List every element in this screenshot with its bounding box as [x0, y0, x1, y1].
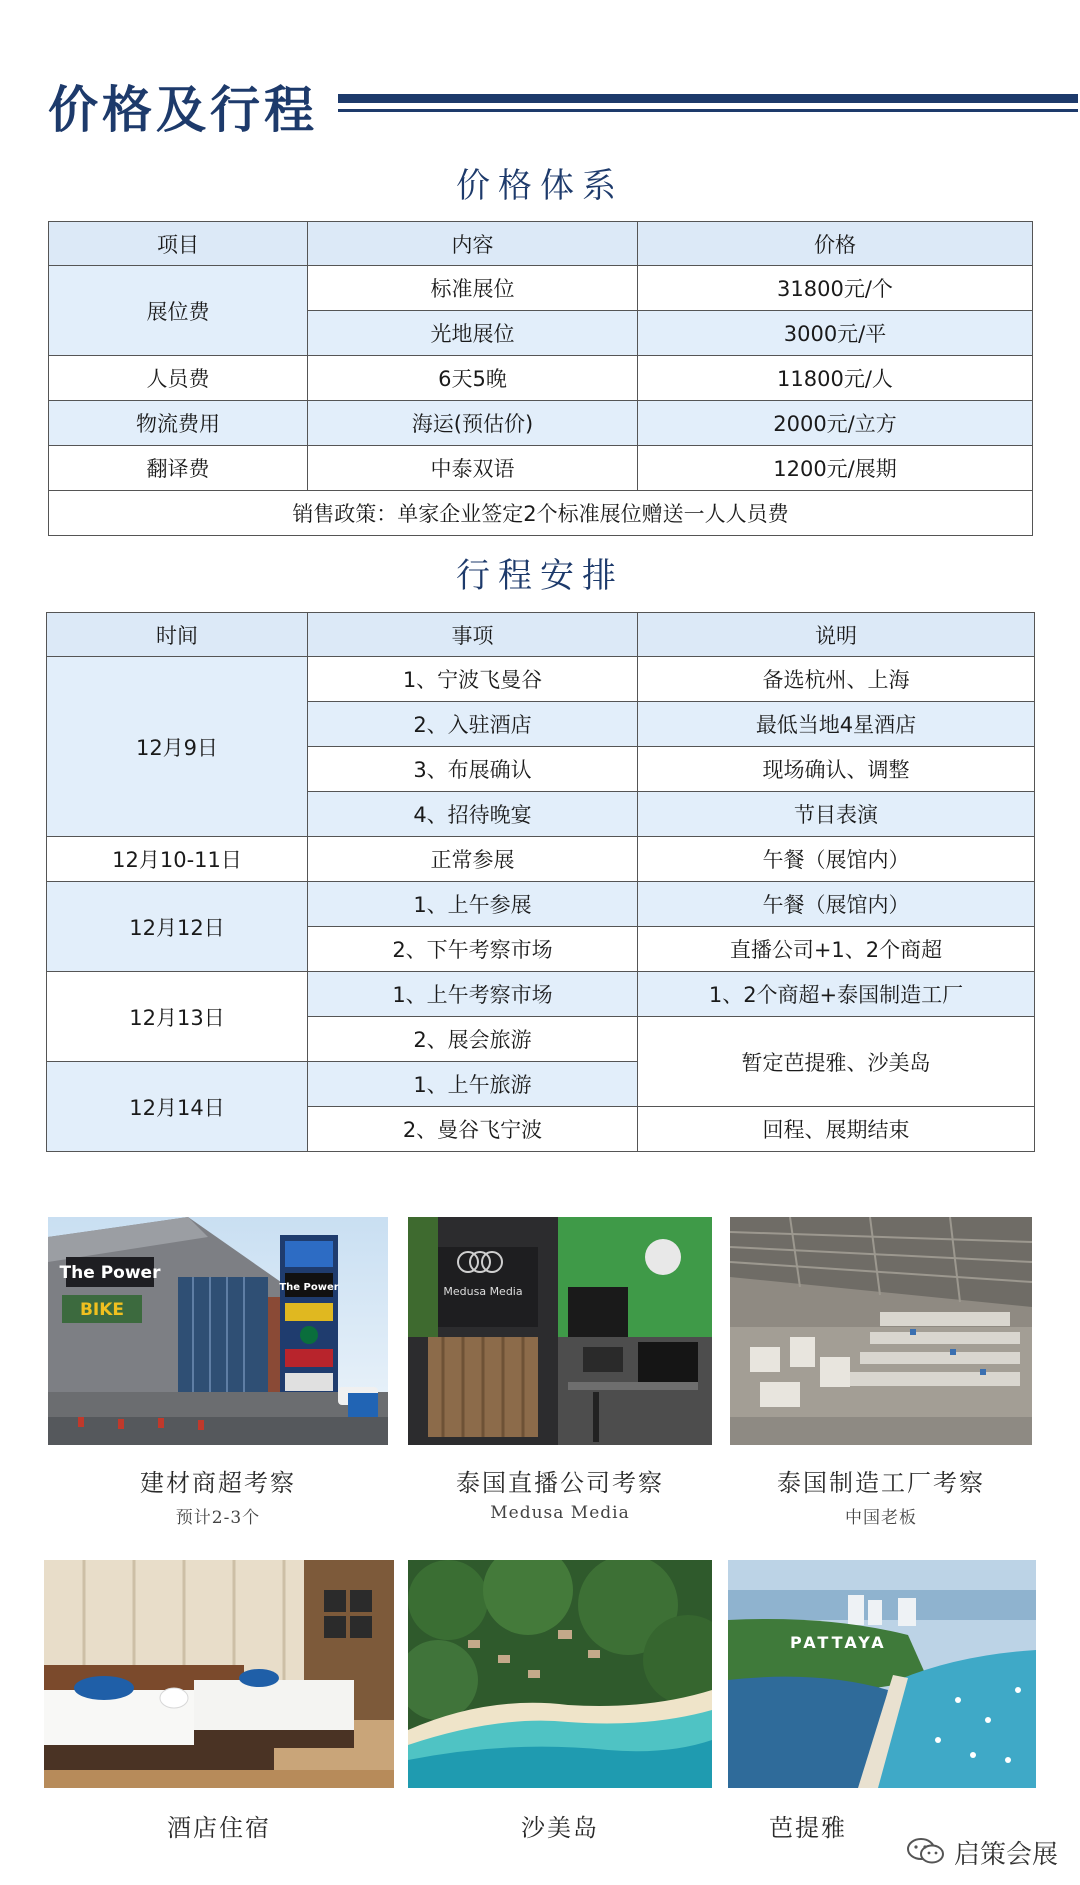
- sign-text: PATTAYA: [790, 1633, 887, 1652]
- caption-pattaya: 芭提雅: [769, 1814, 847, 1842]
- price-item-booth: 展位费: [49, 266, 308, 356]
- schedule-row: [47, 882, 1035, 927]
- schedule-note: 直播公司+1、2个商超: [638, 927, 1035, 972]
- subcaption-building-mall: 预计2-3个: [175, 1508, 261, 1528]
- price-value: 1200元/展期: [638, 446, 1033, 491]
- schedule-task: 2、曼谷飞宁波: [308, 1107, 638, 1152]
- schedule-row: [47, 657, 1035, 702]
- schedule-date: 12月13日: [47, 972, 308, 1062]
- price-row: [49, 401, 1033, 446]
- photo-building-mall: [48, 1217, 388, 1445]
- schedule-row: [47, 972, 1035, 1017]
- schedule-note: 节目表演: [638, 792, 1035, 837]
- price-content: 标准展位: [308, 266, 638, 311]
- schedule-table: [46, 612, 1035, 1152]
- sign-text: The Power: [59, 1263, 161, 1283]
- price-col-content: 内容: [308, 222, 638, 266]
- caption-hotel: 酒店住宿: [167, 1814, 271, 1842]
- schedule-date: 12月10-11日: [47, 837, 308, 882]
- caption-samet: 沙美岛: [521, 1814, 599, 1842]
- schedule-note: 午餐（展馆内）: [638, 882, 1035, 927]
- price-content: 光地展位: [308, 311, 638, 356]
- price-value: 2000元/立方: [638, 401, 1033, 446]
- page-title: 价格及行程: [48, 81, 318, 139]
- price-table: [48, 221, 1033, 536]
- watermark-text: 启策会展: [954, 1840, 1059, 1870]
- price-value: 31800元/个: [638, 266, 1033, 311]
- sign-text: Medusa Media: [443, 1285, 523, 1298]
- subcaption-live-studio: Medusa Media: [490, 1503, 630, 1523]
- schedule-task: 1、宁波飞曼谷: [308, 657, 638, 702]
- price-row: [49, 356, 1033, 401]
- schedule-note: 1、2个商超+泰国制造工厂: [638, 972, 1035, 1017]
- schedule-task: 3、布展确认: [308, 747, 638, 792]
- price-content: 中泰双语: [308, 446, 638, 491]
- price-row: [49, 266, 1033, 311]
- schedule-date: 12月9日: [47, 657, 308, 837]
- photo-hotel-room: [44, 1560, 394, 1788]
- price-value: 11800元/人: [638, 356, 1033, 401]
- price-section-title: 价格体系: [456, 166, 624, 206]
- schedule-task: 2、下午考察市场: [308, 927, 638, 972]
- price-item: 翻译费: [49, 446, 308, 491]
- sign-text: BIKE: [79, 1300, 125, 1320]
- schedule-date: 12月12日: [47, 882, 308, 972]
- schedule-task: 4、招待晚宴: [308, 792, 638, 837]
- schedule-shared-note: 暂定芭提雅、沙美岛: [638, 1017, 1035, 1107]
- schedule-task: 1、上午旅游: [308, 1062, 638, 1107]
- schedule-note: 最低当地4星酒店: [638, 702, 1035, 747]
- schedule-col-task: 事项: [308, 613, 638, 657]
- price-item: 物流费用: [49, 401, 308, 446]
- schedule-task: 2、入驻酒店: [308, 702, 638, 747]
- price-content: 海运(预估价): [308, 401, 638, 446]
- caption-live-studio: 泰国直播公司考察: [456, 1469, 664, 1497]
- page-header: [48, 70, 1038, 140]
- header-rule-thin: [338, 109, 1078, 112]
- photo-factory: [730, 1217, 1032, 1445]
- sign-text: The Power: [279, 1282, 339, 1293]
- photo-live-studio: [408, 1217, 712, 1445]
- schedule-header-row: [47, 613, 1035, 657]
- schedule-note: 现场确认、调整: [638, 747, 1035, 792]
- schedule-date: 12月14日: [47, 1062, 308, 1152]
- schedule-task: 1、上午考察市场: [308, 972, 638, 1017]
- sales-policy: 销售政策：单家企业签定2个标准展位赠送一人人员费: [49, 491, 1033, 536]
- wechat-icon: [906, 1836, 946, 1866]
- price-policy-row: [49, 491, 1033, 536]
- price-col-price: 价格: [638, 222, 1033, 266]
- price-value: 3000元/平: [638, 311, 1033, 356]
- header-rule-thick: [338, 94, 1078, 103]
- schedule-task: 正常参展: [308, 837, 638, 882]
- schedule-note: 回程、展期结束: [638, 1107, 1035, 1152]
- photo-pattaya: [728, 1560, 1036, 1788]
- caption-factory: 泰国制造工厂考察: [777, 1469, 985, 1497]
- schedule-col-note: 说明: [638, 613, 1035, 657]
- schedule-col-time: 时间: [47, 613, 308, 657]
- price-row: [49, 446, 1033, 491]
- schedule-row: [47, 837, 1035, 882]
- schedule-note: 午餐（展馆内）: [638, 837, 1035, 882]
- caption-building-mall: 建材商超考察: [140, 1469, 296, 1497]
- schedule-section-title: 行程安排: [456, 556, 624, 596]
- schedule-note: 备选杭州、上海: [638, 657, 1035, 702]
- price-col-item: 项目: [49, 222, 308, 266]
- price-item: 人员费: [49, 356, 308, 401]
- schedule-task: 1、上午参展: [308, 882, 638, 927]
- schedule-task: 2、展会旅游: [308, 1017, 638, 1062]
- price-header-row: [49, 222, 1033, 266]
- price-content: 6天5晚: [308, 356, 638, 401]
- photo-samet-island: [408, 1560, 712, 1788]
- subcaption-factory: 中国老板: [845, 1508, 917, 1528]
